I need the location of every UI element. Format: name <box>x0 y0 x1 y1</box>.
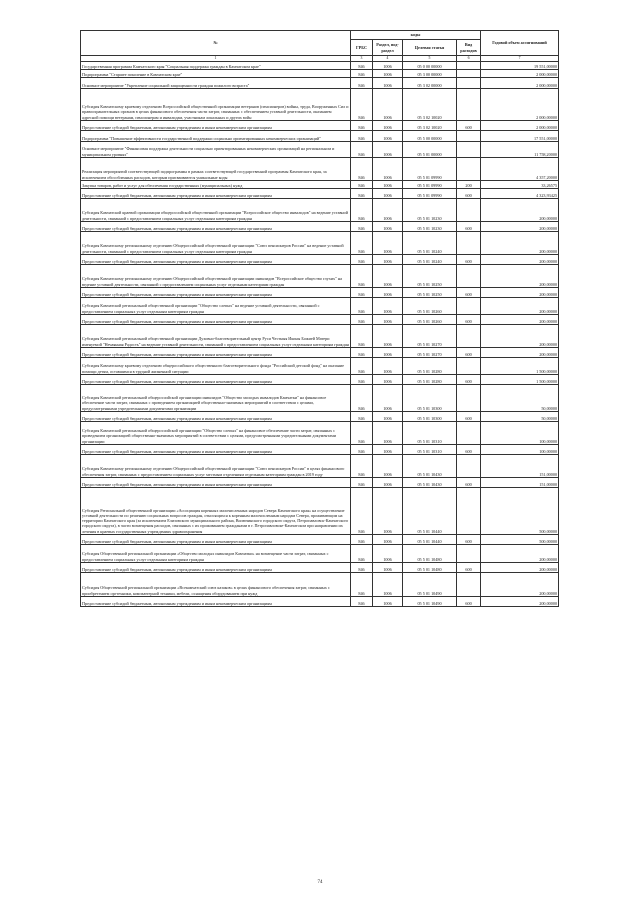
row-sum: 4 323,93425 <box>481 188 559 198</box>
row-grbs: 846 <box>351 264 373 287</box>
table-row <box>81 534 559 544</box>
row-razdel: 1006 <box>373 421 403 444</box>
row-expense-type <box>457 421 481 444</box>
row-target-article: 05 5 01 10300 <box>403 411 457 421</box>
row-razdel: 1006 <box>373 130 403 141</box>
row-razdel: 1006 <box>373 454 403 477</box>
row-expense-type: 600 <box>457 347 481 357</box>
row-name: Субсидия Камчатскому региональному отделению Общероссийской общественной организации "Союз пенсионеров России" в целях финансового обеспечения затрат, связанных с предоставлением социальных услуг местным отделениям отдельным категориям граждан в 2019 году <box>81 454 351 477</box>
row-grbs: 846 <box>351 120 373 130</box>
row-sum: 200,00000 <box>481 347 559 357</box>
row-expense-type <box>457 572 481 596</box>
row-sum: 2 000,00000 <box>481 88 559 120</box>
row-sum: 17 551,00000 <box>481 130 559 141</box>
row-name: Предоставление субсидий бюджетным, автономным учреждениям и иным некоммерческим организациям <box>81 477 351 487</box>
table-row <box>81 287 559 297</box>
row-grbs: 846 <box>351 411 373 421</box>
row-target-article: 05 5 01 09990 <box>403 188 457 198</box>
row-grbs: 846 <box>351 180 373 188</box>
row-expense-type <box>457 157 481 180</box>
row-razdel: 1006 <box>373 254 403 264</box>
row-expense-type <box>457 357 481 374</box>
row-razdel: 1006 <box>373 231 403 254</box>
budget-table <box>80 30 559 607</box>
row-expense-type <box>457 487 481 534</box>
row-expense-type <box>457 198 481 221</box>
row-name: Субсидия Камчатскому краевому отделению общероссийского общественного благотворительного фонда "Российский детский фонд" на оказание помощи детям, оставшимся в трудной жизненной ситуации <box>81 357 351 374</box>
row-expense-type: 600 <box>457 411 481 421</box>
column-index-cell: 1 <box>81 56 351 62</box>
row-grbs: 846 <box>351 374 373 384</box>
row-grbs: 846 <box>351 544 373 562</box>
row-grbs: 846 <box>351 562 373 572</box>
row-name: Предоставление субсидий бюджетным, автономным учреждениям и иным некоммерческим организациям <box>81 374 351 384</box>
row-grbs: 846 <box>351 77 373 88</box>
table-row <box>81 157 559 180</box>
row-target-article: 05 5 01 10430 <box>403 454 457 477</box>
row-sum: 200,00000 <box>481 562 559 572</box>
row-target-article: 05 5 01 10270 <box>403 347 457 357</box>
row-sum: 200,00000 <box>481 231 559 254</box>
row-name: Предоставление субсидий бюджетным, автономным учреждениям и иным некоммерческим организациям <box>81 314 351 324</box>
header-annual-sum: Годовой объем ассигнований <box>481 31 559 56</box>
row-target-article: 05 5 01 10280 <box>403 374 457 384</box>
row-sum: 100,00000 <box>481 444 559 454</box>
row-name: Предоставление субсидий бюджетным, автономным учреждениям и иным некоммерческим организациям <box>81 287 351 297</box>
row-name: Реализация мероприятий соответствующей подпрограммы в рамках соответствующей государственной программы Камчатского края, за исключением обособленных расходов, которым присваиваются уникальные коды <box>81 157 351 180</box>
row-target-article: 05 5 01 10430 <box>403 477 457 487</box>
row-grbs: 846 <box>351 254 373 264</box>
row-target-article: 05 5 01 10300 <box>403 384 457 411</box>
table-row <box>81 297 559 314</box>
row-razdel: 1006 <box>373 88 403 120</box>
row-expense-type: 600 <box>457 596 481 606</box>
table-row <box>81 264 559 287</box>
row-razdel: 1006 <box>373 411 403 421</box>
row-target-article: 05 5 01 09990 <box>403 157 457 180</box>
row-razdel: 1006 <box>373 221 403 231</box>
row-grbs: 846 <box>351 477 373 487</box>
table-row <box>81 411 559 421</box>
row-target-article: 05 5 01 10280 <box>403 357 457 374</box>
row-sum: 1 500,00000 <box>481 357 559 374</box>
table-row <box>81 444 559 454</box>
table-row <box>81 374 559 384</box>
row-name: Предоставление субсидий бюджетным, автономным учреждениям и иным некоммерческим организациям <box>81 254 351 264</box>
row-name: Предоставление субсидий бюджетным, автономным учреждениям и иным некоммерческим организациям <box>81 444 351 454</box>
row-target-article: 05 5 01 10480 <box>403 544 457 562</box>
row-target-article: 05 5 01 10230 <box>403 221 457 231</box>
row-target-article: 05 5 01 10310 <box>403 421 457 444</box>
row-name: Предоставление субсидий бюджетным, автономным учреждениям и иным некоммерческим организациям <box>81 534 351 544</box>
page-number: 74 <box>317 880 323 885</box>
row-target-article: 05 5 01 10490 <box>403 572 457 596</box>
row-target-article: 05 0 00 00000 <box>403 61 457 69</box>
row-sum: 200,00000 <box>481 297 559 314</box>
row-grbs: 846 <box>351 454 373 477</box>
row-grbs: 846 <box>351 61 373 69</box>
row-expense-type: 600 <box>457 562 481 572</box>
row-sum: 200,00000 <box>481 254 559 264</box>
table-row <box>81 141 559 157</box>
row-razdel: 1006 <box>373 314 403 324</box>
table-row <box>81 347 559 357</box>
row-razdel: 1006 <box>373 180 403 188</box>
column-index-cell: 3 <box>351 56 373 62</box>
row-sum: 200,00000 <box>481 324 559 347</box>
table-body <box>81 56 559 607</box>
row-expense-type <box>457 384 481 411</box>
row-grbs: 846 <box>351 357 373 374</box>
row-sum: 200,00000 <box>481 314 559 324</box>
row-sum: 151,00000 <box>481 477 559 487</box>
row-sum: 500,00000 <box>481 534 559 544</box>
row-grbs: 846 <box>351 347 373 357</box>
row-razdel: 1006 <box>373 596 403 606</box>
table-row <box>81 572 559 596</box>
row-sum: 200,00000 <box>481 198 559 221</box>
row-target-article: 05 5 01 10260 <box>403 297 457 314</box>
row-target-article: 05 5 01 10240 <box>403 254 457 264</box>
row-name: Предоставление субсидий бюджетным, автономным учреждениям и иным некоммерческим организациям <box>81 411 351 421</box>
row-razdel: 1006 <box>373 120 403 130</box>
row-grbs: 846 <box>351 69 373 77</box>
row-expense-type <box>457 88 481 120</box>
row-expense-type: 600 <box>457 444 481 454</box>
row-razdel: 1006 <box>373 198 403 221</box>
row-expense-type: 200 <box>457 180 481 188</box>
row-grbs: 846 <box>351 287 373 297</box>
header-target-article: Целевая статья <box>403 40 457 56</box>
row-sum: 200,00000 <box>481 264 559 287</box>
row-sum: 19 551,00000 <box>481 61 559 69</box>
row-razdel: 1006 <box>373 264 403 287</box>
row-razdel: 1006 <box>373 69 403 77</box>
row-expense-type: 600 <box>457 314 481 324</box>
row-name: Предоставление субсидий бюджетным, автономным учреждениям и иным некоммерческим организациям <box>81 188 351 198</box>
row-name: Субсидия Общественной региональной организации «Общество молодых инвалидов Камчатки» на возмещение части затрат, связанных с предоставлением социальных услуг отдельным категориям граждан <box>81 544 351 562</box>
table-row <box>81 231 559 254</box>
row-target-article: 05 5 01 10260 <box>403 314 457 324</box>
row-razdel: 1006 <box>373 324 403 347</box>
row-name: Субсидия Камчатской региональной общероссийской организации инвалидов "Общество молодых инвалидов Камчатки" на финансовое обеспечение части затрат, связанных с проведением организацией общественно-значимых мероприятий в соответствии с целями, предусмотренными учредительными документами организации <box>81 384 351 411</box>
row-name: Субсидия Региональной общественной организации «Ассоциация коренных малочисленных народов Севера Камчатского края» на осуществление уставной деятельности по решению социальных вопросов граждан, относящихся к коренным малочисленным народам Севера, проживающим на территории Камчатского края (за исключением Елизовского муниципального района, Вилючинского городского округа, Петропавловск-Камчатского городского округа), в части возмещения расходов, связанных с их проживанием гражданами в г. Петропавловске-Камчатском при направлении их лечения в краевых государственных учреждениях здравоохранения <box>81 487 351 534</box>
row-expense-type <box>457 69 481 77</box>
table-row <box>81 180 559 188</box>
row-target-article: 05 5 01 10240 <box>403 231 457 254</box>
column-index-cell: 7 <box>481 56 559 62</box>
table-row <box>81 421 559 444</box>
row-name: Предоставление субсидий бюджетным, автономным учреждениям и иным некоммерческим организациям <box>81 347 351 357</box>
table-row <box>81 314 559 324</box>
row-name: Субсидия Камчатскому краевому отделению Всероссийской общественной организации ветеранов (пенсионеров) войны, труда, Вооруженных Сил и правоохранительных органов в целях финансового обеспечения части затрат, связанных с обеспечением уставной деятельности, оказанием адресной помощи ветеранам, пенсионерам и инвалидам, участникам локальных и других войн <box>81 88 351 120</box>
row-target-article: 05 5 01 10440 <box>403 534 457 544</box>
row-target-article: 05 5 01 09990 <box>403 180 457 188</box>
table-row <box>81 596 559 606</box>
row-sum: 500,00000 <box>481 487 559 534</box>
row-target-article: 05 5 01 10440 <box>403 487 457 534</box>
row-razdel: 1006 <box>373 157 403 180</box>
row-grbs: 846 <box>351 596 373 606</box>
row-razdel: 1006 <box>373 357 403 374</box>
row-target-article: 05 5 00 00000 <box>403 130 457 141</box>
row-sum: 200,00000 <box>481 572 559 596</box>
header-razdel: Раздел, под-раздел <box>373 40 403 56</box>
row-grbs: 846 <box>351 88 373 120</box>
row-target-article: 05 5 01 10490 <box>403 596 457 606</box>
row-razdel: 1006 <box>373 487 403 534</box>
header-number: № <box>81 31 351 56</box>
row-name: Основное мероприятие "Укрепление социальной защищенности граждан пожилого возраста" <box>81 77 351 88</box>
row-name: Основное мероприятие "Финансовая поддержка деятельности социально ориентированных некоммерческих организаций на региональном и муниципальном уровнях" <box>81 141 351 157</box>
table-row <box>81 254 559 264</box>
row-expense-type: 600 <box>457 534 481 544</box>
row-target-article: 05 5 01 10310 <box>403 444 457 454</box>
row-expense-type <box>457 231 481 254</box>
row-target-article: 05 5 01 10270 <box>403 324 457 347</box>
table-row <box>81 477 559 487</box>
row-razdel: 1006 <box>373 297 403 314</box>
row-name: Субсидия Камчатской краевой организации общероссийской общественной организации "Всероссийское общество инвалидов" на ведение уставной деятельности, связанной с предоставлением социальных услуг отдельным категориям граждан <box>81 198 351 221</box>
row-name: Подпрограмма "Старшее поколение в Камчатском крае" <box>81 69 351 77</box>
row-name: Государственная программа Камчатского края "Социальная поддержка граждан в Камчатском крае" <box>81 61 351 69</box>
row-sum: 100,00000 <box>481 421 559 444</box>
row-name: Субсидия Камчатской региональной общественной организации "Общество слепых" на ведение уставной деятельности, связанной с предоставлением социальных услуг отдельным категориям граждан <box>81 297 351 314</box>
table-row <box>81 221 559 231</box>
table-row <box>81 69 559 77</box>
row-target-article: 05 3 02 10020 <box>403 120 457 130</box>
row-razdel: 1006 <box>373 572 403 596</box>
row-grbs: 846 <box>351 130 373 141</box>
row-razdel: 1006 <box>373 544 403 562</box>
table-row <box>81 562 559 572</box>
row-expense-type <box>457 454 481 477</box>
row-sum: 2 000,00000 <box>481 69 559 77</box>
row-expense-type: 600 <box>457 477 481 487</box>
row-sum: 200,00000 <box>481 544 559 562</box>
row-grbs: 846 <box>351 444 373 454</box>
row-razdel: 1006 <box>373 562 403 572</box>
row-razdel: 1006 <box>373 61 403 69</box>
row-sum: 200,00000 <box>481 596 559 606</box>
row-razdel: 1006 <box>373 384 403 411</box>
row-sum: 2 000,00000 <box>481 77 559 88</box>
header-codes: коды <box>351 31 481 40</box>
table-row <box>81 544 559 562</box>
table-row <box>81 487 559 534</box>
row-expense-type: 600 <box>457 374 481 384</box>
row-grbs: 846 <box>351 188 373 198</box>
column-index-cell: 4 <box>373 56 403 62</box>
column-index-cell: 5 <box>403 56 457 62</box>
row-name: Предоставление субсидий бюджетным, автономным учреждениям и иным некоммерческим организациям <box>81 596 351 606</box>
row-expense-type <box>457 77 481 88</box>
row-expense-type <box>457 61 481 69</box>
row-name: Предоставление субсидий бюджетным, автономным учреждениям и иным некоммерческим организациям <box>81 562 351 572</box>
row-name: Субсидия Камчатской региональной общероссийской организации "Общество слепых" на финансовое обеспечение части затрат, связанных с проведением организацией общественно-значимых мероприятий в соответствии с целями, предусмотренными учредительными документами организации <box>81 421 351 444</box>
row-expense-type: 600 <box>457 188 481 198</box>
table-row <box>81 324 559 347</box>
row-target-article: 05 5 01 10480 <box>403 562 457 572</box>
row-target-article: 05 5 01 10250 <box>403 287 457 297</box>
row-sum: 4 357,20000 <box>481 157 559 180</box>
table-row <box>81 198 559 221</box>
row-grbs: 846 <box>351 314 373 324</box>
row-razdel: 1006 <box>373 141 403 157</box>
row-grbs: 846 <box>351 421 373 444</box>
row-target-article: 05 5 01 00000 <box>403 141 457 157</box>
row-sum: 1 500,00000 <box>481 374 559 384</box>
table-row <box>81 130 559 141</box>
table-row <box>81 384 559 411</box>
row-grbs: 846 <box>351 198 373 221</box>
row-razdel: 1006 <box>373 347 403 357</box>
row-razdel: 1006 <box>373 444 403 454</box>
row-sum: 11 758,20000 <box>481 141 559 157</box>
row-grbs: 846 <box>351 324 373 347</box>
row-grbs: 846 <box>351 572 373 596</box>
row-grbs: 846 <box>351 487 373 534</box>
row-razdel: 1006 <box>373 77 403 88</box>
row-razdel: 1006 <box>373 534 403 544</box>
row-name: Субсидия Общественной региональной организации «Всекамчатский союз казаков» в целях финансового обеспечения затрат, связанных с приобретением оргтехники, компьютерной техники, мебели, оснащения оборудованием при нужд <box>81 572 351 596</box>
row-sum: 50,00000 <box>481 384 559 411</box>
table-row <box>81 357 559 374</box>
row-name: Предоставление субсидий бюджетным, автономным учреждениям и иным некоммерческим организациям <box>81 221 351 231</box>
row-sum: 2 000,00000 <box>481 120 559 130</box>
row-expense-type <box>457 324 481 347</box>
row-target-article: 05 3 02 00000 <box>403 77 457 88</box>
row-sum: 200,00000 <box>481 287 559 297</box>
row-target-article: 05 5 01 10250 <box>403 264 457 287</box>
row-sum: 151,00000 <box>481 454 559 477</box>
row-grbs: 846 <box>351 384 373 411</box>
row-expense-type: 600 <box>457 287 481 297</box>
row-expense-type <box>457 141 481 157</box>
budget-table-sheet <box>80 30 558 607</box>
row-grbs: 846 <box>351 157 373 180</box>
row-razdel: 1006 <box>373 188 403 198</box>
row-expense-type <box>457 544 481 562</box>
table-row <box>81 120 559 130</box>
row-grbs: 846 <box>351 221 373 231</box>
table-row <box>81 88 559 120</box>
row-expense-type <box>457 297 481 314</box>
row-grbs: 846 <box>351 297 373 314</box>
row-razdel: 1006 <box>373 287 403 297</box>
row-grbs: 846 <box>351 534 373 544</box>
row-name: Субсидия Камчатскому региональному отделению Общероссийской общественной организации "Союз пенсионеров России" на ведение уставной деятельности, связанной с предоставлением социальных услуг отдельным категориям граждан <box>81 231 351 254</box>
row-name: Подпрограмма "Повышение эффективности государственной поддержки социально ориентированных некоммерческих организаций" <box>81 130 351 141</box>
table-row <box>81 61 559 69</box>
row-sum: 200,00000 <box>481 221 559 231</box>
row-grbs: 846 <box>351 231 373 254</box>
row-name: Субсидия Камчатской региональной общественной организации Духовно-благотворительный центр Руси Честныя Иконы Божией Матери именуемой "Нечаянная Радость" на ведение уставной деятельности, связанной с предоставлением социальных услуг отдельным категориям граждан <box>81 324 351 347</box>
row-razdel: 1006 <box>373 374 403 384</box>
row-razdel: 1006 <box>373 477 403 487</box>
table-row <box>81 77 559 88</box>
row-sum: 33,26575 <box>481 180 559 188</box>
header-expense-type: Вид расходов <box>457 40 481 56</box>
row-expense-type <box>457 264 481 287</box>
row-name: Субсидия Камчатскому региональному отделению Общероссийской общественной организации инвалидов "Всероссийское общество глухих" на ведение уставной деятельности, связанной с предоставлением социальных услуг отдельным категориям граждан <box>81 264 351 287</box>
row-target-article: 05 5 01 10230 <box>403 198 457 221</box>
row-expense-type: 600 <box>457 221 481 231</box>
table-row <box>81 454 559 477</box>
row-expense-type: 600 <box>457 120 481 130</box>
row-name: Предоставление субсидий бюджетным, автономным учреждениям и иным некоммерческим организациям <box>81 120 351 130</box>
column-index-cell: 6 <box>457 56 481 62</box>
row-name: Закупка товаров, работ и услуг для обеспечения государственных (муниципальных) нужд <box>81 180 351 188</box>
row-expense-type <box>457 130 481 141</box>
row-sum: 50,00000 <box>481 411 559 421</box>
row-target-article: 05 3 02 10020 <box>403 88 457 120</box>
header-grbs: ГРБС <box>351 40 373 56</box>
row-expense-type: 600 <box>457 254 481 264</box>
row-grbs: 846 <box>351 141 373 157</box>
row-target-article: 05 3 00 00000 <box>403 69 457 77</box>
table-row <box>81 188 559 198</box>
